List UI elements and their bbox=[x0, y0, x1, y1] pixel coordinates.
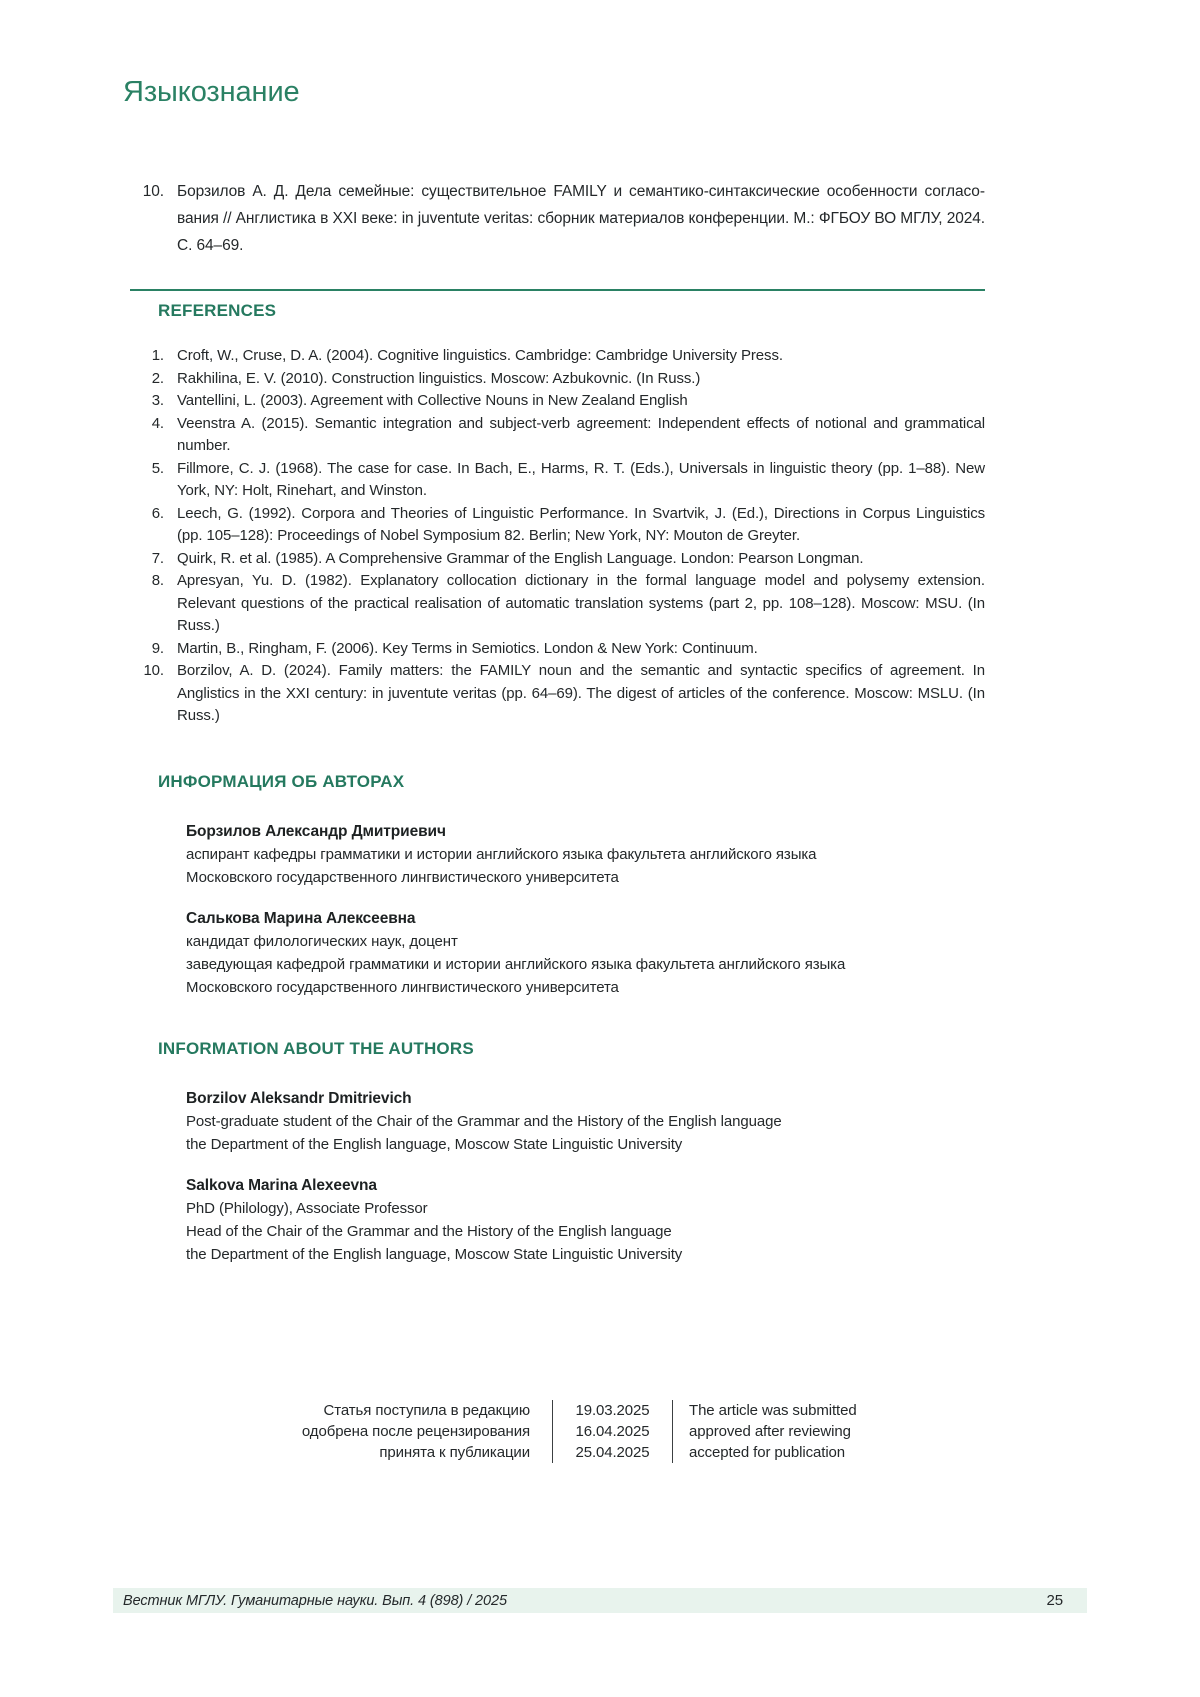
author-card-ru bbox=[186, 820, 985, 889]
references-list bbox=[130, 345, 985, 728]
author-name: Борзилов Александр Дмитриевич bbox=[186, 822, 446, 840]
submission-date: 16.04.2025 bbox=[575, 1422, 650, 1440]
reference-number: 7. bbox=[151, 549, 164, 567]
reference-number: 6. bbox=[151, 504, 164, 522]
reference-text: Apresyan, Yu. D. (1982). Explanatory collocation dictionary in the formal language model and polysemy extension. Relevant questions of the practical realisation of automatic translation systems (part 2, pp. 108–128). Moscow: MSU. (In Russ.) bbox=[177, 572, 985, 634]
submission-label-ru: одобрена после рецензирования bbox=[301, 1422, 530, 1440]
reference-number: 2. bbox=[151, 369, 164, 387]
submission-dates-block bbox=[160, 1400, 1200, 1463]
reference-item bbox=[130, 548, 985, 571]
russian-bibliography-list bbox=[130, 178, 985, 259]
submission-labels-ru bbox=[160, 1400, 530, 1463]
reference-text: Veenstra A. (2015). Semantic integration and subject-verb agreement: Independent effects of notional and grammatical number. bbox=[177, 414, 985, 454]
bibliography-item-text: Борзилов А. Д. Дела семейные: существительное FAMILY и семантико-синтаксические особенности согласования // Англистика в XXI веке: in juventute veritas: сборник материалов конференции. М.: ФГБОУ ВО МГЛУ, 2024. С. 64–69. bbox=[177, 183, 985, 254]
vertical-divider bbox=[552, 1400, 553, 1463]
author-detail: the Department of the English language, Moscow State Linguistic University bbox=[186, 1135, 683, 1153]
reference-number: 9. bbox=[151, 639, 164, 657]
author-card-en bbox=[186, 1174, 985, 1266]
reference-text: Quirk, R. et al. (1985). A Comprehensive Grammar of the English Language. London: Pearson Longman. bbox=[177, 549, 864, 567]
author-detail: Head of the Chair of the Grammar and the History of the English language bbox=[186, 1222, 672, 1240]
author-detail: кандидат филологических наук, доцент bbox=[186, 932, 458, 950]
authors-info-ru-heading: ИНФОРМАЦИЯ ОБ АВТОРАХ bbox=[158, 771, 405, 791]
reference-item bbox=[130, 503, 985, 548]
author-detail: Московского государственного лингвистического университета bbox=[186, 978, 619, 996]
submission-label-en: The article was submitted bbox=[689, 1401, 857, 1419]
author-detail: заведующая кафедрой грамматики и истории английского языка факультета английского языка bbox=[186, 955, 846, 973]
author-name: Borzilov Aleksandr Dmitrievich bbox=[186, 1089, 412, 1107]
submission-label-ru: принята к публикации bbox=[379, 1443, 530, 1461]
submission-label-ru: Статья поступила в редакцию bbox=[323, 1401, 530, 1419]
author-detail: the Department of the English language, Moscow State Linguistic University bbox=[186, 1245, 683, 1263]
author-detail: PhD (Philology), Associate Professor bbox=[186, 1199, 428, 1217]
vertical-divider bbox=[672, 1400, 673, 1463]
submission-label-en: approved after reviewing bbox=[689, 1422, 851, 1440]
reference-text: Martin, B., Ringham, F. (2006). Key Terms in Semiotics. London & New York: Continuum. bbox=[177, 639, 758, 657]
reference-number: 4. bbox=[151, 414, 164, 432]
reference-text: Croft, W., Cruse, D. A. (2004). Cognitive linguistics. Cambridge: Cambridge University Press. bbox=[177, 347, 783, 364]
authors-info-en-heading: INFORMATION ABOUT THE AUTHORS bbox=[158, 1038, 474, 1058]
author-card-ru bbox=[186, 907, 985, 999]
author-detail: Post-graduate student of the Chair of the Grammar and the History of the English language bbox=[186, 1112, 782, 1130]
references-heading: REFERENCES bbox=[158, 301, 277, 320]
reference-item bbox=[130, 638, 985, 661]
reference-number: 8. bbox=[151, 572, 164, 589]
section-title: Языкознание bbox=[123, 76, 300, 108]
reference-number: 3. bbox=[151, 392, 164, 409]
page-footer bbox=[113, 1588, 1087, 1613]
footer-journal-title: Вестник МГЛУ. Гуманитарные науки. Вып. 4 (898) / 2025 bbox=[123, 1592, 507, 1609]
footer-page-number: 25 bbox=[1046, 1592, 1063, 1609]
reference-item bbox=[130, 390, 985, 413]
section-divider bbox=[130, 289, 985, 291]
submission-label-en: accepted for publication bbox=[689, 1443, 846, 1461]
reference-text: Fillmore, C. J. (1968). The case for case. In Bach, E., Harms, R. T. (Eds.), Universals in linguistic theory (pp. 1–88). New York, NY: Holt, Rinehart, and Winston. bbox=[177, 459, 985, 499]
reference-item bbox=[130, 368, 985, 391]
reference-text: Rakhilina, E. V. (2010). Construction linguistics. Moscow: Azbukovnic. (In Russ.) bbox=[177, 369, 701, 387]
submission-date: 25.04.2025 bbox=[575, 1443, 650, 1461]
reference-item bbox=[130, 345, 985, 368]
submission-labels-en bbox=[689, 1400, 857, 1463]
reference-text: Vantellini, L. (2003). Agreement with Collective Nouns in New Zealand English bbox=[177, 392, 688, 409]
reference-number: 1. bbox=[151, 347, 164, 364]
reference-text: Borzilov, A. D. (2024). Family matters: the FAMILY noun and the semantic and syntactic specifics of agreement. In Anglistics in the XXI century: in juventute veritas (pp. 64–69). The digest of articles of the conference. Moscow: MSLU. (In Russ.) bbox=[177, 662, 985, 724]
author-detail: Московского государственного лингвистического университета bbox=[186, 868, 619, 886]
reference-item bbox=[130, 413, 985, 458]
author-name: Салькова Марина Алексеевна bbox=[186, 909, 416, 927]
author-card-en bbox=[186, 1087, 985, 1156]
reference-number: 10. bbox=[143, 662, 164, 679]
author-name: Salkova Marina Alexeevna bbox=[186, 1176, 377, 1194]
submission-dates bbox=[575, 1400, 650, 1463]
reference-text: Leech, G. (1992). Corpora and Theories of Linguistic Performance. In Svartvik, J. (Ed.), Directions in Corpus Linguistics (pp. 105–128): Proceedings of Nobel Symposium 82. Berlin; New York, NY: Mouton de Greyter. bbox=[177, 504, 985, 544]
submission-date: 19.03.2025 bbox=[575, 1401, 650, 1419]
bibliography-item-number: 10. bbox=[142, 183, 164, 200]
author-detail: аспирант кафедры грамматики и истории английского языка факультета английского языка bbox=[186, 845, 817, 863]
reference-number: 5. bbox=[151, 459, 164, 477]
reference-item bbox=[130, 660, 985, 728]
reference-item bbox=[130, 570, 985, 638]
bibliography-item bbox=[130, 178, 985, 259]
reference-item bbox=[130, 458, 985, 503]
